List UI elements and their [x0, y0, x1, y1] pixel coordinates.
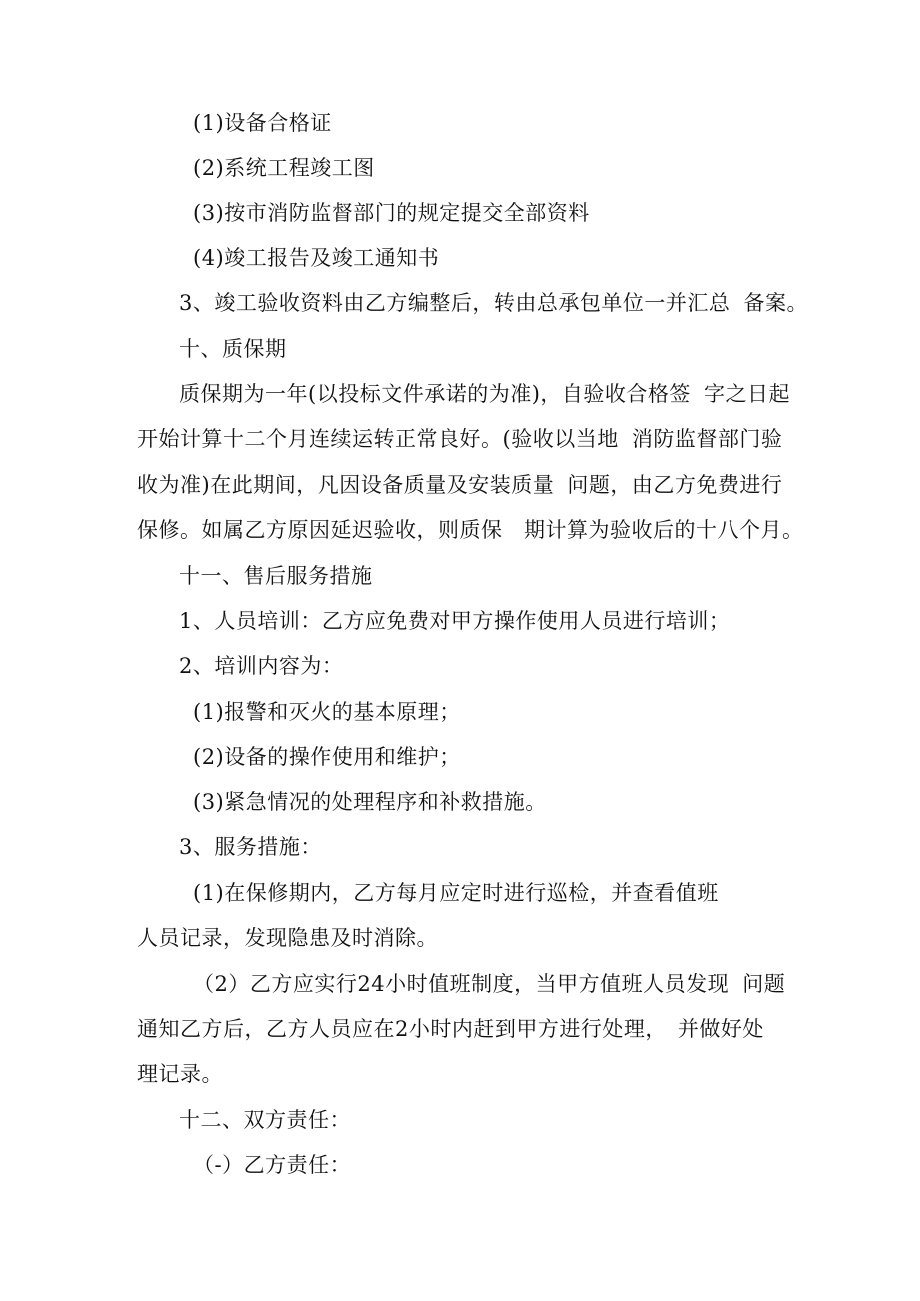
text-line: 2、培训内容为：: [179, 654, 344, 678]
text-line: 保修。如属乙方原因延迟验收，则质保 期计算为验收后的十八个月。: [137, 518, 804, 542]
text-line: 通知乙方后，乙方人员应在2小时内赶到甲方进行处理， 并做好处: [137, 1017, 764, 1041]
text-line: 人员记录，发现隐患及时消除。: [137, 926, 438, 950]
text-line: 收为准)在此期间，凡因设备质量及安装质量 问题，由乙方免费进行: [137, 473, 783, 497]
section-heading: 十一、售后服务措施: [179, 564, 373, 588]
section-heading: 十二、双方责任：: [179, 1108, 351, 1132]
text-line: (1)在保修期内，乙方每月应定时进行巡检，并查看值班: [193, 881, 719, 905]
text-line: 质保期为一年(以投标文件承诺的为准)，自验收合格签 字之日起: [179, 382, 791, 406]
text-line: (3)紧急情况的处理程序和补救措施。: [193, 790, 547, 814]
text-line: 3、服务措施：: [179, 835, 322, 859]
text-line: 1、人员培训：乙方应免费对甲方操作使用人员进行培训；: [179, 609, 731, 633]
text-line: (2)设备的操作使用和维护；: [193, 745, 461, 769]
text-line: (1)报警和灭火的基本原理；: [193, 700, 461, 724]
section-heading: 十、质保期: [179, 337, 287, 361]
text-line: 3、竣工验收资料由乙方编整后，转由总承包单位一并汇总 备案。: [179, 291, 809, 315]
text-line: (3)按市消防监督部门的规定提交全部资料: [193, 201, 590, 225]
subsection-heading: （-）乙方责任：: [193, 1153, 352, 1177]
text-line: （2）乙方应实行24小时值班制度，当甲方值班人员发现 问题: [193, 972, 786, 996]
text-line: (2)系统工程竣工图: [193, 156, 375, 180]
text-line: (1)设备合格证: [193, 111, 332, 135]
text-line: 开始计算十二个月连续运转正常良好。(验收以当地 消防监督部门验: [137, 427, 783, 451]
text-line: 理记录。: [137, 1062, 223, 1086]
text-line: (4)竣工报告及竣工通知书: [193, 246, 440, 270]
